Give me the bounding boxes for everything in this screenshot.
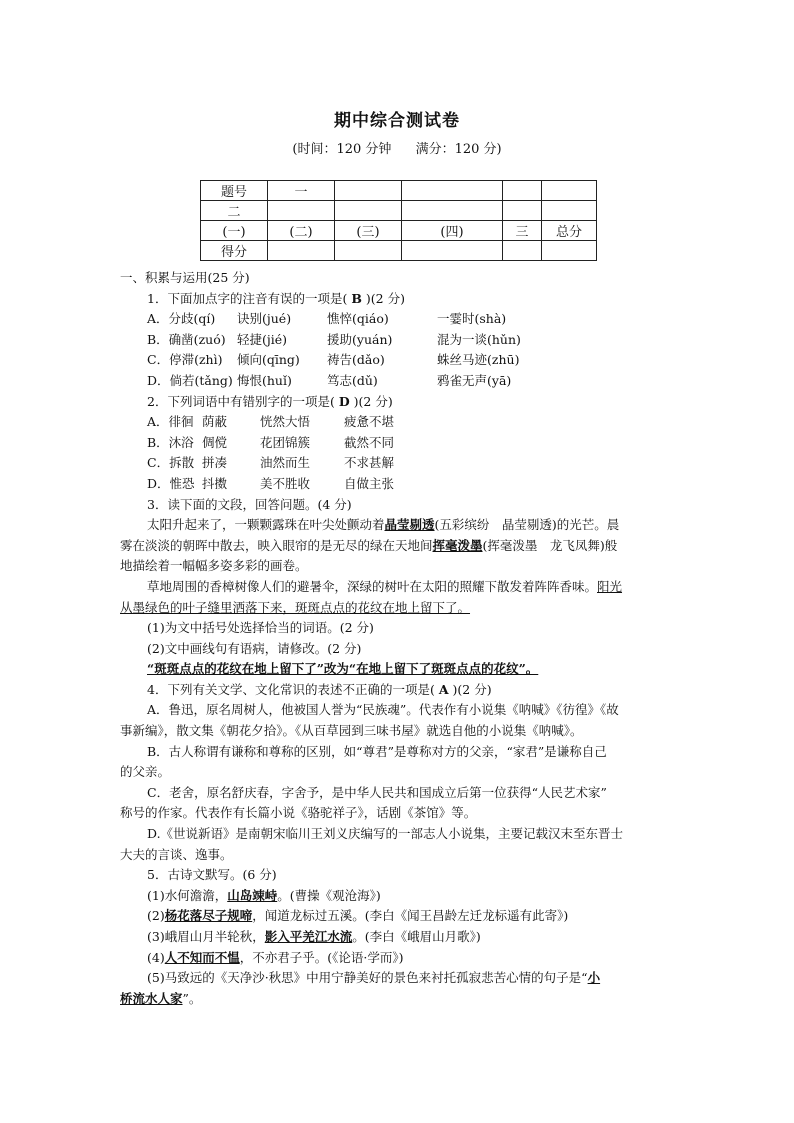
option: 花团锦簇 — [260, 434, 311, 450]
option: B．确凿(zuó) — [147, 331, 226, 347]
passage-text: (挥毫泼墨 龙飞凤舞)般 — [482, 537, 618, 553]
option-row — [120, 412, 675, 433]
table-cell: 二 — [201, 201, 268, 221]
table-cell — [542, 201, 597, 221]
option: 倜傥 — [202, 434, 228, 450]
table-cell: 题号 — [201, 181, 268, 201]
table-row — [201, 181, 597, 201]
option: 蛛丝马迹(zhū) — [437, 352, 520, 368]
passage-line: 地描绘着一幅幅多姿多彩的画卷。 — [120, 558, 308, 574]
poem-text: (2) — [147, 908, 165, 924]
passage-line — [120, 598, 675, 619]
poem-text: ，不亦君子乎。(《论语·学而》) — [239, 949, 404, 965]
table-cell — [268, 201, 335, 221]
option: D．惟恐 — [147, 475, 195, 491]
option: C．拆散 — [147, 455, 195, 471]
table-cell — [268, 241, 335, 261]
poem-line — [120, 989, 675, 1010]
table-cell: 一 — [268, 181, 335, 201]
section-heading: 一、积累与运用(25 分) — [120, 270, 250, 285]
table-cell: (一) — [201, 221, 268, 241]
passage-text: 草地周围的香樟树像人们的避暑伞，深绿的树叶在太阳的照耀下散发着阵阵香味。 — [147, 578, 598, 594]
option-text: 事新编》，散文集《朝花夕拾》。《从百草园到三味书屋》就选自他的小说集《呐喊》。 — [120, 723, 583, 739]
option: A．徘徊 — [147, 414, 194, 430]
answer: A — [438, 681, 449, 697]
option: 诀别(jué) — [237, 311, 292, 327]
option: D．倘若(tǎng) — [147, 372, 233, 388]
exam-content — [120, 268, 675, 1009]
answer-line — [120, 659, 675, 680]
table-cell: (四) — [402, 221, 503, 241]
answer: 杨花落尽子规啼 — [164, 908, 253, 924]
option: 祷告(dǎo) — [327, 352, 385, 368]
option: 不求甚解 — [344, 455, 395, 471]
passage-line — [120, 536, 675, 557]
table-cell — [335, 241, 402, 261]
option-text: 称号的作家。代表作有长篇小说《骆驼祥子》，话剧《茶馆》等。 — [120, 805, 477, 821]
table-cell — [503, 241, 542, 261]
poem-text: (4) — [147, 949, 165, 965]
option-text: 的父亲。 — [120, 764, 171, 780]
option-row — [120, 330, 675, 351]
table-cell — [402, 241, 503, 261]
answer: 晶莹剔透 — [384, 517, 435, 533]
answer: 山岛竦峙 — [227, 887, 278, 903]
option: 油然而生 — [260, 455, 311, 471]
table-cell — [402, 181, 503, 201]
option: 鸦雀无声(yā) — [437, 372, 512, 388]
time-limit: (时间：120 分钟 — [292, 142, 392, 157]
score-table — [200, 180, 597, 261]
option: C．停滞(zhì) — [147, 352, 223, 368]
option-text: A．鲁迅，原名周树人，他被国人誉为“民族魂”。代表作有小说集《呐喊》《彷徨》《故 — [147, 702, 619, 718]
question-text: )(2 分) — [452, 681, 492, 697]
table-cell: 得分 — [201, 241, 268, 261]
table-cell — [402, 201, 503, 221]
option-text: C．老舍，原名舒庆春，字舍予，是中华人民共和国成立后第一位获得“人民艺术家” — [147, 784, 607, 800]
option-row — [120, 309, 675, 330]
answer: “斑斑点点的花纹在地上留下了”改为“在地上留下了斑斑点点的花纹”。 — [147, 661, 539, 677]
poem-line — [120, 927, 675, 948]
option-row — [120, 453, 675, 474]
question-text: 2．下列词语中有错别字的一项是( — [147, 393, 335, 409]
poem-line — [120, 968, 675, 989]
option: 轻捷(jié) — [237, 331, 288, 347]
poem-line — [120, 948, 675, 969]
passage-text: (五彩缤纷 晶莹剔透)的光芒。晨 — [434, 517, 620, 533]
table-cell — [503, 181, 542, 201]
option: 倾向(qīng) — [237, 352, 300, 368]
answer: 人不知而不愠 — [164, 949, 240, 965]
passage-line — [120, 515, 675, 536]
passage-text: 雾在淡淡的朝晖中散去，映入眼帘的是无尽的绿在天地间 — [120, 537, 433, 553]
option: A．分歧(qí) — [147, 311, 216, 327]
option: 一霎时(shà) — [437, 311, 507, 327]
option-row — [120, 371, 675, 392]
poem-text: (5)马致远的《天净沙·秋思》中用宁静美好的景色来衬托孤寂悲苦心情的句子是“ — [147, 970, 588, 986]
sub-question: (1)为文中括号处选择恰当的词语。(2 分) — [147, 620, 374, 636]
answer: 桥流水人家 — [120, 990, 183, 1006]
option: 截然不同 — [344, 434, 395, 450]
table-cell — [542, 241, 597, 261]
underlined-sentence: 阳光 — [597, 578, 623, 594]
question-text: )(2 分) — [365, 290, 405, 306]
question-text: 1．下面加点字的注音有误的一项是( — [147, 290, 348, 306]
table-cell — [335, 181, 402, 201]
table-row — [201, 221, 597, 241]
poem-text: ，闻道龙标过五溪。(李白《闻王昌龄左迁龙标遥有此寄》) — [252, 908, 569, 924]
answer: D — [338, 393, 350, 409]
option: 抖擞 — [202, 475, 228, 491]
answer: B — [351, 290, 362, 306]
option-row — [120, 433, 675, 454]
table-cell: (二) — [268, 221, 335, 241]
table-row — [201, 201, 597, 221]
poem-line — [120, 906, 675, 927]
sub-question: (2)文中画线句有语病，请修改。(2 分) — [147, 640, 362, 656]
passage-text: 太阳升起来了，一颗颗露珠在叶尖处颤动着 — [147, 517, 385, 533]
underlined-sentence: 从墨绿色的叶子缝里洒落下来，斑斑点点的花纹在地上留下了。 — [120, 599, 471, 615]
question-text: 4．下列有关文学、文化常识的表述不正确的一项是( — [147, 681, 435, 697]
poem-text: 。(曹操《观沧海》) — [277, 887, 381, 903]
exam-meta — [0, 138, 794, 157]
table-cell: 总分 — [542, 221, 597, 241]
table-cell — [503, 201, 542, 221]
option-text: B．古人称谓有谦称和尊称的区别，如“尊君”是尊称对方的父亲，“家君”是谦称自己 — [147, 743, 607, 759]
answer: 小 — [587, 970, 601, 986]
option-row — [120, 350, 675, 371]
question-3-stem: 3．读下面的文段，回答问题。(4 分) — [147, 496, 352, 512]
poem-text: (3)峨眉山月半轮秋， — [147, 929, 265, 944]
table-cell — [542, 181, 597, 201]
option: 混为一谈(hǔn) — [437, 331, 521, 347]
question-text: )(2 分) — [353, 393, 393, 409]
question-5-stem: 5．古诗文默写。(6 分) — [147, 867, 277, 883]
question-4-stem — [120, 680, 675, 701]
poem-text: ”。 — [182, 990, 202, 1006]
passage-line — [120, 577, 675, 598]
question-1-stem — [120, 289, 675, 310]
option: 恍然大悟 — [260, 414, 311, 430]
option: 憔悴(qiáo) — [327, 311, 389, 327]
option-text: 大夫的言谈、逸事。 — [120, 846, 233, 862]
option-text: D.《世说新语》是南朝宋临川王刘义庆编写的一部志人小说集，主要记载汉末至东晋士 — [147, 826, 624, 842]
option: 荫蔽 — [202, 414, 228, 430]
full-score: 满分：120 分) — [415, 142, 502, 157]
page-title: 期中综合测试卷 — [334, 111, 460, 131]
option: 美不胜收 — [260, 475, 311, 491]
answer: 挥毫泼墨 — [432, 537, 483, 553]
poem-text: 。(李白《峨眉山月歌》) — [352, 929, 481, 944]
option: B．沐浴 — [147, 434, 194, 450]
option: 疲惫不堪 — [344, 414, 395, 430]
option: 援助(yuán) — [327, 331, 393, 347]
question-2-stem — [120, 392, 675, 413]
table-cell: 三 — [503, 221, 542, 241]
table-row — [201, 241, 597, 261]
option: 悔恨(huǐ) — [237, 372, 292, 388]
table-cell: (三) — [335, 221, 402, 241]
option: 自做主张 — [344, 475, 395, 491]
poem-line — [120, 886, 675, 907]
option-row — [120, 474, 675, 495]
table-cell — [335, 201, 402, 221]
option: 拼凑 — [202, 455, 228, 471]
poem-text: (1)水何澹澹， — [147, 887, 228, 903]
option: 笃志(dǔ) — [327, 372, 378, 388]
answer: 影入平羌江水流 — [264, 929, 353, 944]
